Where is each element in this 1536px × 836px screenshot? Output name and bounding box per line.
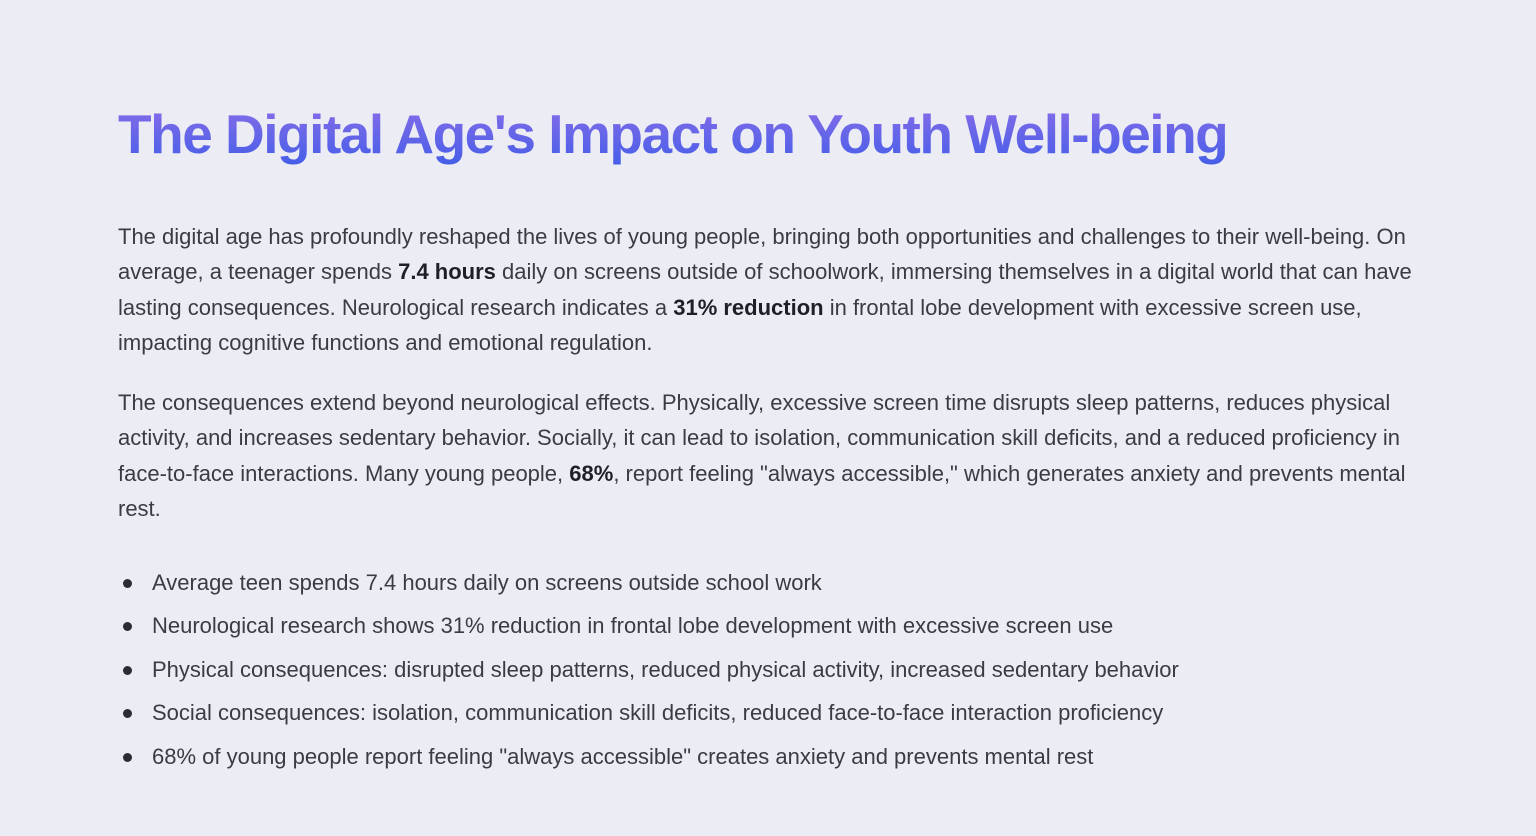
list-item-text: 68% of young people report feeling "always accessible" creates anxiety and prevents mental rest [152, 743, 1094, 769]
list-item [118, 608, 1418, 644]
list-item [118, 565, 1418, 601]
bullet-dot-icon [123, 753, 132, 762]
bold-stat: 31% reduction [673, 294, 824, 320]
paragraph [118, 385, 1418, 527]
paragraph-text: in frontal lobe development with excessive screen use, impacting cognitive functions and emotional regulation. [118, 294, 1362, 356]
list-item-text: Neurological research shows 31% reduction in frontal lobe development with excessive screen use [152, 613, 1114, 639]
paragraph [118, 219, 1418, 361]
bold-stat: 7.4 hours [398, 259, 496, 285]
intro-paragraphs [118, 219, 1418, 527]
bullet-dot-icon [123, 709, 132, 718]
list-item-text: Social consequences: isolation, communication skill deficits, reduced face-to-face interaction proficiency [152, 700, 1164, 726]
list-item [118, 695, 1418, 731]
bullet-list [118, 565, 1418, 775]
bullet-dot-icon [123, 622, 132, 631]
page-title: The Digital Age's Impact on Youth Well-being [118, 100, 1227, 169]
bold-stat: 68% [569, 460, 614, 486]
list-item-text: Average teen spends 7.4 hours daily on screens outside school work [152, 569, 822, 595]
list-item [118, 652, 1418, 688]
list-item-text: Physical consequences: disrupted sleep patterns, reduced physical activity, increased sedentary behavior [152, 656, 1179, 682]
paragraph-text: The consequences extend beyond neurological effects. Physically, excessive screen time disrupts sleep patterns, reduces physical activity, and increases sedentary behavior. Socially, it can lead to isolation, communication skill deficits, and a reduced proficiency in face-to-face interactions. Many young people, [118, 389, 1400, 486]
list-item [118, 739, 1418, 775]
bullet-dot-icon [123, 666, 132, 675]
paragraph-text: daily on screens outside of schoolwork, immersing themselves in a digital world that can have lasting consequences. Neurological research indicates a [118, 259, 1412, 320]
article [118, 0, 1418, 775]
bullet-dot-icon [123, 579, 132, 588]
paragraph-text: The digital age has profoundly reshaped the lives of young people, bringing both opportunities and challenges to their well-being. On average, a teenager spends [118, 223, 1406, 285]
paragraph-text: , report feeling "always accessible," which generates anxiety and prevents mental rest. [118, 460, 1406, 522]
